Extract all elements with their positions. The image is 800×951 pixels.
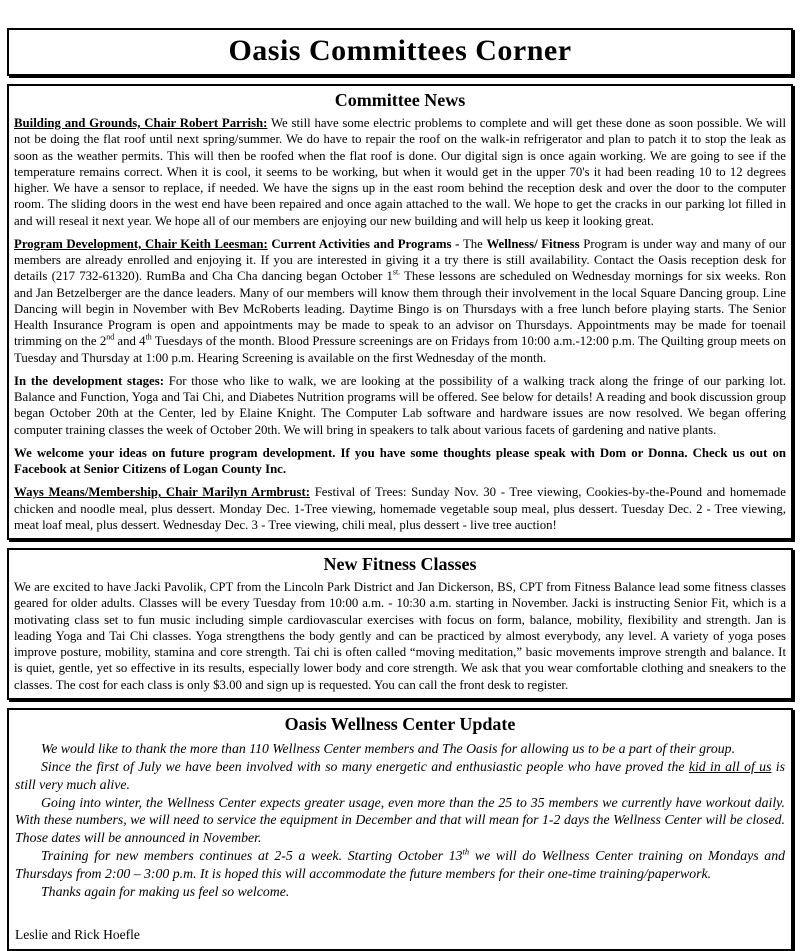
paragraph xyxy=(15,883,785,901)
text-run: The xyxy=(462,236,487,251)
text-run: Tuesdays of the month. Blood Pressure screenings are on Fridays from 10:00 a.m.-12:00 p.m. The Quilting group meets on Tuesday and Thursday at 1:00 p.m. Hearing Screening is available on the first Wednesday of the month. xyxy=(14,334,787,365)
text-run: Wellness/ Fitness xyxy=(486,236,584,251)
paragraph xyxy=(14,579,786,693)
text-run: We would like to thank the more than 110 Wellness Center members and The Oasis for allowing us to be a part of their group. xyxy=(41,740,736,756)
text-run: Thanks again for making us feel so welcome. xyxy=(41,884,290,900)
text-run: kid in all of us xyxy=(688,758,772,774)
paragraph xyxy=(15,740,785,758)
text-run: Building and Grounds, Chair Robert Parrish: xyxy=(14,116,268,130)
paragraph xyxy=(14,236,786,366)
text-run: we will do Wellness Center training on Mondays and Thursdays from 2:00 – 3:00 p.m. It is hoped this will accommodate the future members for their one-time training/paperwork. xyxy=(15,848,786,882)
signature: Leslie and Rick Hoefle xyxy=(15,927,140,943)
text-run: Since the first of July we have been involved with so many energetic and enthusiastic people who have proved the xyxy=(41,758,689,774)
text-run: We still have some electric problems to complete and will get these done as soon possible. We will not be doing the flat roof until next spring/summer. We do have to repair the roof on the walk-in refrigerator and plan to patch it to stop the leak as soon as the weather permits. This will then be roofed when the flat roof is done. Our digital sign is once again working. We are going to see if the temperature remains correct. When it is cool, it seems to be working, but when it would get in the upper 70's it had been reading 10 to 12 degrees higher. We have a sensor to replace, if needed. We have the signs up in the east room behind the reception desk and over the door to the computer room. The sliding doors in the west end have been repaired and once again attached to the wall. We hope to get the cracks in our parking lot filled in and will reseal it next year. We hope all of our members are enjoying our new building and will help us keep it looking great. xyxy=(14,116,786,228)
section-wellness-center-update xyxy=(7,708,793,951)
paragraph xyxy=(15,847,785,883)
wellness-update-body xyxy=(9,738,791,905)
text-run: th xyxy=(145,332,152,342)
paragraph xyxy=(14,484,786,533)
committee-news-body xyxy=(9,114,791,538)
paragraph xyxy=(14,445,786,478)
text-run: For those who like to walk, we are looking at the possibility of a walking track along the fringe of our parking lot. Balance and Function, Yoga and Tai Chi, and Diabetes Nutrition programs will be offered. See below for details! A reading and book discussion group began October 20th at the Center, led by Elaine Knight. The Computer Lab software and hardware issues are now resolved. We began offering computer training classes the week of October 20th. We will bring in speakers to talk about various facets of gardening and native plants. xyxy=(14,373,786,437)
text-run: We are excited to have Jacki Pavolik, CPT from the Lincoln Park District and Jan Dickerson, BS, CPT from Fitness Balance lead some fitness classes geared for older adults. Classes will be every Tuesday from 10:00 a.m. - 10:30 a.m. starting in November. Jacki is instructing Senior Fit, which is a motivating class set to fun music including simple cardiovascular exercises with focus on form, balance, mobility, flexibility and strength. Jan is leading Yoga and Tai Chi classes. Yoga strengthens the body gently and can be practiced by almost everybody, any level. A variety of yoga poses improve posture, mobility, stamina and core strength. Tai chi is often called “moving meditation,” basic movements improve strength and balance. It is quiet, gentle, yet so effective in its results, especially lower body and core strength. We ask that you wear comfortable clothing and sneakers to the classes. The cost for each class is only $3.00 and sign up is requested. You can call the front desk to register. xyxy=(14,580,786,692)
text-run: and 4 xyxy=(114,334,146,349)
section-new-fitness-classes xyxy=(7,548,793,700)
fitness-classes-body xyxy=(9,578,791,698)
text-run: Training for new members continues at 2-5 a week. Starting October 13 xyxy=(41,848,463,864)
fitness-classes-title: New Fitness Classes xyxy=(323,554,477,574)
paragraph xyxy=(14,373,786,438)
paragraph xyxy=(14,115,786,229)
text-run: th xyxy=(462,846,470,857)
text-run: Ways Means/Membership, Chair Marilyn Armbrust: xyxy=(14,485,311,500)
paragraph xyxy=(15,758,785,794)
text-run: In the development stages: xyxy=(14,373,164,388)
text-run: Current Activities and Programs - xyxy=(267,236,463,251)
wellness-update-title: Oasis Wellness Center Update xyxy=(284,713,516,734)
text-run: These lessons are scheduled on Wednesday mornings for six weeks. Ron and Jan Betzelberger are the dance leaders. Many of our members will know them through their involvement in the local Square Dancing group. Line Dancing will begin in November with Bev McRoberts leading. Daytime Bingo is on Thursdays with a free lunch before playing starts. The Senior Health Insurance Program is open and appointments may be made to speak to an advisor on Thursdays. Appointments may be made for toenail trimming on the 2 xyxy=(14,269,786,349)
section-committee-news xyxy=(7,84,793,540)
text-run: We welcome your ideas on future program development. If you have some thoughts please speak with Dom or Donna. Check us out on Facebook at Senior Citizens of Logan County Inc. xyxy=(14,445,786,476)
paragraph xyxy=(15,794,785,848)
committee-news-title: Committee News xyxy=(334,90,466,110)
text-run: is still very much alive. xyxy=(15,758,785,792)
text-run: Going into winter, the Wellness Center expects greater usage, even more than the 25 to 35 members we currently have workout daily. With these numbers, we will need to service the equipment in December and that will mean for 1-2 days the Wellness Center will be closed. Those dates will be announced in November. xyxy=(15,794,785,846)
text-run: nd xyxy=(106,332,115,342)
text-run: Festival of Trees: Sunday Nov. 30 - Tree viewing, Cookies-by-the-Pound and homemade chicken and noodle meal, plus dessert. Monday Dec. 1-Tree viewing, homemade vegetable soup meal, plus dessert. Tuesday Dec. 2 - Tree viewing, meat loaf meal, plus dessert. Wednesday Dec. 3 - Tree viewing, chili meal, plus dessert - live tree auction! xyxy=(14,485,786,532)
text-run: st. xyxy=(392,267,401,277)
newsletter-title-box xyxy=(7,28,793,76)
text-run: Program Development, Chair Keith Leesman: xyxy=(14,236,268,251)
page-title: Oasis Committees Corner xyxy=(228,34,572,67)
text-run: Program is under way and many of our members are already enrolled and enjoying it. If you are interested in giving it a try there is still availability. Contact the Oasis reception desk for details (217 732-61320). RumBa and Cha Cha dancing began October 1 xyxy=(14,236,786,284)
